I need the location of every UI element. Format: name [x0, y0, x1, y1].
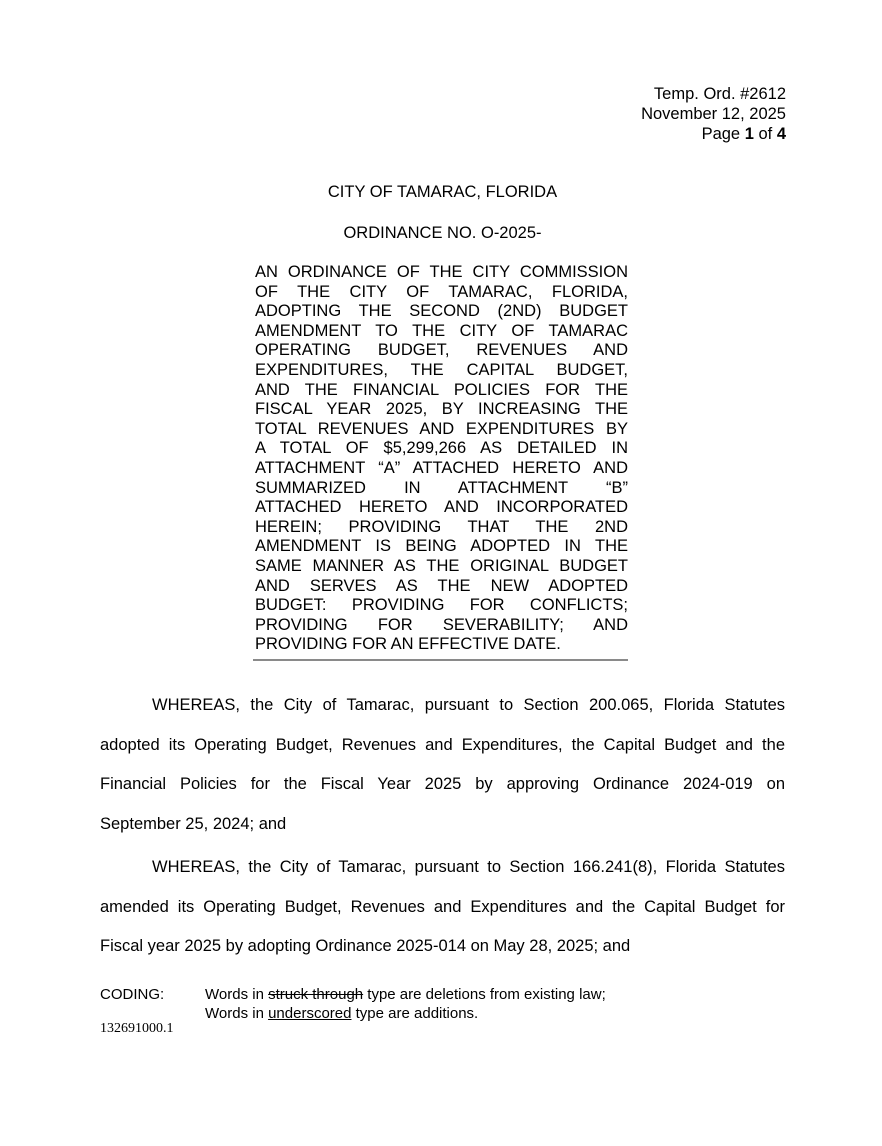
caption-line: ATTACHED HERETO AND INCORPORATED — [255, 498, 628, 517]
paragraph-line: September 25, 2024; and — [100, 814, 287, 833]
page-header — [641, 84, 786, 144]
whereas-paragraph-2 — [100, 848, 785, 967]
caption-line: BUDGET: PROVIDING FOR CONFLICTS; — [255, 596, 628, 615]
paragraph-line: WHEREAS, the City of Tamarac, pursuant to Section 200.065, Florida Statutes — [152, 696, 785, 714]
caption-underline-rule — [253, 659, 628, 661]
page-label-mid: of — [753, 125, 777, 143]
caption-line: SUMMARIZED IN ATTACHMENT “B” — [255, 478, 628, 497]
temp-ord-number: Temp. Ord. #2612 — [653, 85, 786, 103]
caption-line: AMENDMENT IS BEING ADOPTED IN THE — [255, 537, 628, 556]
caption-line: OPERATING BUDGET, REVENUES AND — [255, 341, 628, 360]
page-label-pre: Page — [701, 125, 745, 143]
caption-line: ADOPTING THE SECOND (2ND) BUDGET — [255, 302, 628, 321]
paragraph-line: Fiscal year 2025 by adopting Ordinance 2025-014 on May 28, 2025; and — [100, 937, 631, 955]
paragraph-line: adopted its Operating Budget, Revenues and Expenditures, the Capital Budget and the — [100, 735, 785, 754]
paragraph-line: WHEREAS, the City of Tamarac, pursuant to Section 166.241(8), Florida Statutes — [152, 858, 785, 876]
document-control-number: 132691000.1 — [100, 1021, 174, 1036]
caption-line: AMENDMENT TO THE CITY OF TAMARAC — [255, 321, 628, 340]
caption-line: OF THE CITY OF TAMARAC, FLORIDA, — [255, 282, 628, 301]
coding-label: CODING: — [100, 986, 165, 1003]
caption-line: FISCAL YEAR 2025, BY INCREASING THE — [255, 400, 628, 419]
whereas-paragraph-1 — [100, 686, 785, 844]
caption-line: A TOTAL OF $5,299,266 AS DETAILED IN — [255, 439, 628, 458]
struck-through-sample: struck through — [268, 986, 364, 1003]
caption-line: PROVIDING FOR SEVERABILITY; AND — [255, 615, 628, 634]
caption-line: AND THE FINANCIAL POLICIES FOR THE — [255, 380, 628, 399]
caption-line: ATTACHMENT “A” ATTACHED HERETO AND — [255, 458, 628, 477]
underscored-sample: underscored — [268, 1004, 352, 1022]
coding-line1-prefix: Words in — [205, 986, 269, 1003]
caption-line: EXPENDITURES, THE CAPITAL BUDGET, — [255, 360, 628, 379]
coding-line1-suffix: type are deletions from existing law; — [363, 986, 606, 1003]
coding-legend — [205, 986, 606, 1023]
page-indicator — [641, 124, 786, 144]
document-title: CITY OF TAMARAC, FLORIDA — [327, 183, 558, 201]
ordinance-number-title: ORDINANCE NO. O-2025- — [343, 224, 542, 242]
caption-line: SAME MANNER AS THE ORIGINAL BUDGET — [255, 556, 628, 575]
page-number: 1 — [744, 125, 754, 143]
coding-line-deletions — [205, 986, 606, 1005]
coding-line2-suffix: type are additions. — [351, 1004, 479, 1022]
coding-line-additions — [205, 1005, 606, 1024]
caption-line: PROVIDING FOR AN EFFECTIVE DATE. — [255, 635, 561, 654]
paragraph-line: amended its Operating Budget, Revenues and Expenditures and the Capital Budget for — [100, 897, 785, 916]
caption-line: TOTAL REVENUES AND EXPENDITURES BY — [255, 419, 628, 438]
caption-line: HEREIN; PROVIDING THAT THE 2ND — [255, 517, 628, 536]
caption-line: AND SERVES AS THE NEW ADOPTED — [255, 576, 628, 595]
page-total: 4 — [776, 125, 786, 143]
ordinance-caption — [255, 263, 628, 655]
coding-line2-prefix: Words in — [205, 1004, 269, 1022]
header-date: November 12, 2025 — [641, 105, 786, 123]
paragraph-line: Financial Policies for the Fiscal Year 2025 by approving Ordinance 2024-019 on — [100, 775, 785, 793]
caption-line: AN ORDINANCE OF THE CITY COMMISSION — [255, 263, 628, 281]
